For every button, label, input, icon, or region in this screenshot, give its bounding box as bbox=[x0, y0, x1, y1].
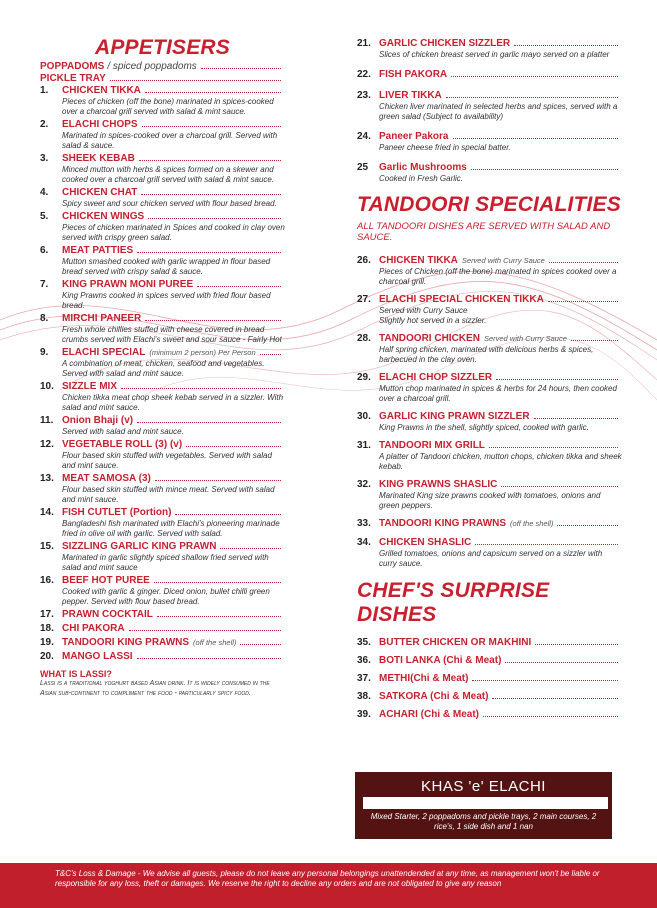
item-name: CHICKEN CHAT bbox=[62, 187, 138, 198]
item-number: 5. bbox=[40, 211, 49, 222]
menu-item-head bbox=[357, 294, 622, 306]
khas-title: KHAS 'e' ELACHI bbox=[421, 778, 546, 795]
dot-leader bbox=[534, 418, 618, 419]
dot-leader bbox=[472, 680, 618, 681]
khas-description: Mixed Starter, 2 poppadoms and pickle trays, 2 main courses, 2 rice's, 1 side dish and 1 nan bbox=[370, 812, 597, 831]
dot-leader bbox=[475, 544, 618, 545]
item-description: Slices of chicken breast served in garlic mayo served on a platter bbox=[379, 50, 610, 59]
item-description: Spicy sweet and sour chicken served with flour based bread. bbox=[62, 199, 277, 208]
item-name: FISH PAKORA bbox=[379, 69, 448, 80]
dot-leader bbox=[201, 68, 281, 69]
dot-leader bbox=[514, 45, 618, 46]
menu-item bbox=[357, 637, 622, 649]
menu-item-head bbox=[40, 187, 285, 199]
menu-item bbox=[40, 609, 285, 621]
menu-item bbox=[357, 294, 622, 326]
dot-leader bbox=[110, 80, 281, 81]
menu-item-head bbox=[40, 637, 285, 649]
item-description: King Prawns in the shell, slightly spiced, cooked with garlic. bbox=[379, 423, 589, 432]
item-number: 21. bbox=[357, 38, 371, 49]
dot-leader bbox=[142, 126, 281, 127]
item-name: BUTTER CHICKEN OR MAKHINI bbox=[379, 637, 532, 648]
item-name: FISH CUTLET (Portion) bbox=[62, 507, 172, 518]
pickle-label: PICKLE TRAY bbox=[40, 73, 106, 84]
menu-item bbox=[40, 507, 285, 539]
menu-item bbox=[357, 479, 622, 511]
item-name: TANDOORI KING PRAWNS bbox=[379, 518, 507, 529]
menu-item-head bbox=[40, 347, 285, 359]
menu-item-head bbox=[40, 439, 285, 451]
item-number: 20. bbox=[40, 651, 54, 662]
menu-item bbox=[40, 279, 285, 311]
item-name: GARLIC CHICKEN SIZZLER bbox=[379, 38, 511, 49]
menu-item-head bbox=[40, 623, 285, 635]
menu-item bbox=[357, 440, 622, 472]
dot-leader bbox=[137, 422, 281, 423]
dot-leader bbox=[186, 446, 281, 447]
poppadoms-label: POPPADOMS bbox=[40, 61, 105, 72]
menu-item-head bbox=[357, 691, 622, 703]
item-name: SHEEK KEBAB bbox=[62, 153, 135, 164]
item-number: 16. bbox=[40, 575, 54, 586]
dot-leader bbox=[145, 320, 281, 321]
item-description: Pieces of chicken marinated in Spices and cooked in clay oven served with crispy green salad. bbox=[62, 223, 285, 242]
dot-leader bbox=[451, 76, 618, 77]
menu-item-head bbox=[40, 609, 285, 621]
dot-leader bbox=[483, 716, 618, 717]
item-name: GARLIC KING PRAWN SIZZLER bbox=[379, 411, 530, 422]
item-name: VEGETABLE ROLL (3) (v) bbox=[62, 439, 183, 450]
tandoori-list bbox=[357, 255, 622, 569]
item-number: 37. bbox=[357, 673, 371, 684]
menu-item bbox=[40, 575, 285, 607]
menu-item-head bbox=[357, 69, 622, 81]
item-description: Half spring chicken, marinated with delicious herbs & spices, barbecued in the clay oven. bbox=[379, 345, 594, 364]
item-description: Fresh whole chillies stuffed with cheese covered in bread crumbs served with Elachi's sweet and sour sauce - Fairly Hot bbox=[62, 325, 282, 344]
item-name: SATKORA (Chi & Meat) bbox=[379, 691, 489, 702]
item-name: ELACHI CHOP SIZZLER bbox=[379, 372, 493, 383]
item-name: CHI PAKORA bbox=[62, 623, 125, 634]
menu-item bbox=[357, 162, 622, 184]
menu-item bbox=[40, 623, 285, 635]
menu-item-head bbox=[357, 162, 622, 174]
menu-item bbox=[40, 347, 285, 379]
menu-item-head bbox=[40, 245, 285, 257]
item-number: 10. bbox=[40, 381, 54, 392]
item-number: 7. bbox=[40, 279, 49, 290]
menu-item-head bbox=[357, 655, 622, 667]
dot-leader bbox=[571, 340, 618, 341]
lassi-title: WHAT IS LASSI? bbox=[40, 669, 112, 679]
menu-item bbox=[357, 38, 622, 60]
menu-item-head bbox=[40, 119, 285, 131]
dot-leader bbox=[155, 480, 281, 481]
item-number: 38. bbox=[357, 691, 371, 702]
item-name: CHICKEN TIKKA bbox=[62, 85, 141, 96]
menu-item-head bbox=[40, 415, 285, 427]
dot-leader bbox=[453, 138, 619, 139]
menu-item-head bbox=[357, 537, 622, 549]
dot-leader bbox=[137, 252, 281, 253]
item-description: Flour based skin stuffed with mince meat. Served with salad and mint sauce. bbox=[62, 485, 275, 504]
item-number: 1. bbox=[40, 85, 49, 96]
menu-item bbox=[357, 655, 622, 667]
dot-leader bbox=[446, 97, 618, 98]
item-number: 28. bbox=[357, 333, 371, 344]
khas-e-elachi-box bbox=[355, 772, 612, 839]
tandoori-subtitle: ALL TANDOORI DISHES ARE SERVED WITH SALAD AND SAUCE. bbox=[357, 221, 611, 243]
menu-item-head bbox=[40, 153, 285, 165]
menu-item bbox=[40, 541, 285, 573]
right-column bbox=[357, 38, 622, 727]
item-name: BOTI LANKA (Chi & Meat) bbox=[379, 655, 502, 666]
dot-leader bbox=[535, 644, 618, 645]
item-number: 15. bbox=[40, 541, 54, 552]
menu-item-head bbox=[357, 38, 622, 50]
dot-leader bbox=[220, 548, 281, 549]
dot-leader bbox=[145, 92, 281, 93]
menu-item-head bbox=[357, 411, 622, 423]
dot-leader bbox=[137, 658, 281, 659]
item-name: LIVER TIKKA bbox=[379, 90, 442, 101]
menu-item bbox=[40, 473, 285, 505]
item-description: Pieces of Chicken (off the bone) marinated in spices cooked over a charcoal grill. bbox=[379, 267, 617, 286]
item-number: 3. bbox=[40, 153, 49, 164]
khas-white-bar bbox=[363, 797, 608, 809]
item-number: 39. bbox=[357, 709, 371, 720]
menu-item bbox=[40, 245, 285, 277]
lassi-text: Lassi is a traditional yoghurt based Asian drink. It is widely consumed in the Asian sub-continent to compliment the food - particularly spicy food. bbox=[40, 680, 270, 697]
item-number: 32. bbox=[357, 479, 371, 490]
menu-item bbox=[40, 119, 285, 151]
menu-item-head bbox=[357, 479, 622, 491]
item-number: 17. bbox=[40, 609, 54, 620]
menu-item bbox=[357, 69, 622, 81]
item-description: Cooked with garlic & ginger. Diced onion, bullet chilli green pepper. Served with flour based bread. bbox=[62, 587, 270, 606]
dot-leader bbox=[557, 525, 618, 526]
dot-leader bbox=[197, 286, 281, 287]
item-name: CHICKEN TIKKA bbox=[379, 255, 458, 266]
menu-item-head bbox=[357, 372, 622, 384]
menu-item-head bbox=[40, 85, 285, 97]
item-number: 9. bbox=[40, 347, 49, 358]
item-description: Bangladeshi fish marinated with Elachi's pioneering marinade fried in olive oil with garlic. Served with salad. bbox=[62, 519, 280, 538]
item-name: ELACHI SPECIAL CHICKEN TIKKA bbox=[379, 294, 544, 305]
item-name: PRAWN COCKTAIL bbox=[62, 609, 153, 620]
item-name: TANDOORI KING PRAWNS bbox=[62, 637, 190, 648]
item-description: Minced mutton with herbs & spices formed on a skewer and cooked over a charcoal grill served with salad & mint sauce. bbox=[62, 165, 275, 184]
dot-leader bbox=[489, 447, 618, 448]
footer-band bbox=[0, 863, 657, 908]
dot-leader bbox=[260, 354, 281, 355]
item-description: Marinated in spices-cooked over a charcoal grill. Served with salad & sauce. bbox=[62, 131, 278, 150]
dot-leader bbox=[141, 194, 281, 195]
menu-item bbox=[357, 673, 622, 685]
item-description: Chicken tikka meat chop sheek kebab served in a sizzler. With salad and mint sauce. bbox=[62, 393, 284, 412]
menu-item bbox=[357, 333, 622, 365]
item-name: ACHARI (Chi & Meat) bbox=[379, 709, 479, 720]
item-description: Grilled tomatoes, onions and capsicum served on a sizzler with curry sauce. bbox=[379, 549, 603, 568]
menu-item bbox=[357, 691, 622, 703]
menu-item bbox=[357, 255, 622, 287]
appetisers-title: APPETISERS bbox=[94, 36, 231, 59]
item-number: 14. bbox=[40, 507, 54, 518]
menu-item-head bbox=[357, 255, 622, 267]
item-number: 29. bbox=[357, 372, 371, 383]
item-number: 22. bbox=[357, 69, 371, 80]
item-name: Garlic Mushrooms bbox=[379, 162, 467, 173]
item-name: ELACHI SPECIAL bbox=[62, 347, 146, 358]
item-number: 35. bbox=[357, 637, 371, 648]
item-name: CHICKEN SHASLIC bbox=[379, 537, 472, 548]
dot-leader bbox=[139, 160, 281, 161]
item-name: SIZZLING GARLIC KING PRAWN bbox=[62, 541, 217, 552]
dot-leader bbox=[548, 301, 618, 302]
menu-item-head bbox=[357, 333, 622, 345]
item-description: Served with salad and mint sauce. bbox=[62, 427, 184, 436]
menu-item bbox=[357, 709, 622, 721]
menu-item bbox=[40, 313, 285, 345]
menu-item bbox=[357, 131, 622, 153]
item-name: MEAT SAMOSA (3) bbox=[62, 473, 151, 484]
menu-item bbox=[40, 381, 285, 413]
item-name: MANGO LASSI bbox=[62, 651, 133, 662]
item-number: 25 bbox=[357, 162, 369, 173]
menu-item bbox=[40, 187, 285, 209]
menu-item bbox=[40, 153, 285, 185]
menu-item-head bbox=[40, 575, 285, 587]
poppadoms-line bbox=[40, 61, 285, 73]
item-note: Served with Curry Sauce bbox=[461, 256, 545, 265]
menu-item-head bbox=[357, 637, 622, 649]
menu-item bbox=[40, 85, 285, 117]
item-name: ELACHI CHOPS bbox=[62, 119, 138, 130]
item-number: 33. bbox=[357, 518, 371, 529]
item-number: 6. bbox=[40, 245, 49, 256]
item-number: 2. bbox=[40, 119, 49, 130]
appetisers-column bbox=[40, 32, 285, 698]
item-number: 30. bbox=[357, 411, 371, 422]
menu-item-head bbox=[357, 709, 622, 721]
menu-item-head bbox=[40, 381, 285, 393]
menu-item-head bbox=[40, 313, 285, 325]
dot-leader bbox=[148, 218, 281, 219]
item-description: A platter of Tandoori chicken, mutton chops, chicken tikka and sheek kebab. bbox=[379, 452, 622, 471]
menu-item bbox=[357, 372, 622, 404]
item-number: 31. bbox=[357, 440, 371, 451]
appetiser-list bbox=[40, 85, 285, 663]
chef-list bbox=[357, 637, 622, 721]
item-description: Pieces of chicken (off the bone) marinated in spices-cooked over a charcoal grill served with salad & mint sauce. bbox=[62, 97, 274, 116]
item-description: A combination of meat, chicken, seafood and vegetables. Served with salad and mint sauce. bbox=[62, 359, 265, 378]
item-name: KING PRAWNS SHASLIC bbox=[379, 479, 498, 490]
item-description: Marinated in garlic slightly spiced shallow fried served with salad and mint sauce bbox=[62, 553, 269, 572]
menu-item-head bbox=[357, 90, 622, 102]
menu-item bbox=[40, 637, 285, 649]
item-number: 8. bbox=[40, 313, 49, 324]
item-number: 27. bbox=[357, 294, 371, 305]
item-number: 26. bbox=[357, 255, 371, 266]
item-number: 36. bbox=[357, 655, 371, 666]
item-note: (off the shell) bbox=[510, 519, 554, 528]
footer-terms: T&C's Loss & Damage - We advise all guests, please do not leave any personal belongings unattendended at any time, as management won't be liable or responsible for any loss, theft or damages. We reserve the right to decline any orders and are not obligated to give any reason bbox=[55, 869, 600, 888]
item-note: (minimum 2 person) Per Person bbox=[149, 348, 256, 357]
item-note: (off the shell) bbox=[193, 638, 237, 647]
menu-item-head bbox=[40, 541, 285, 553]
item-number: 18. bbox=[40, 623, 54, 634]
item-name: Paneer Pakora bbox=[379, 131, 449, 142]
item-description: Cooked in Fresh Garlic. bbox=[379, 174, 464, 183]
item-note: Served with Curry Sauce bbox=[483, 334, 567, 343]
menu-item bbox=[40, 415, 285, 437]
item-name: METHI(Chi & Meat) bbox=[379, 673, 469, 684]
pickle-line bbox=[40, 73, 285, 85]
item-description: King Prawns cooked in spices served with fried flour based bread. bbox=[62, 291, 271, 310]
menu-item-head bbox=[40, 507, 285, 519]
item-name: Onion Bhaji (v) bbox=[62, 415, 134, 426]
item-number: 11. bbox=[40, 415, 54, 426]
dot-leader bbox=[501, 486, 618, 487]
item-description: Flour based skin stuffed with vegetables. Served with salad and mint sauce. bbox=[62, 451, 272, 470]
poppadoms-suffix: / spiced poppadoms bbox=[107, 61, 197, 72]
menu-item bbox=[40, 439, 285, 471]
menu-item-head bbox=[357, 673, 622, 685]
menu-item bbox=[40, 211, 285, 243]
item-description: Paneer cheese fried in special batter. bbox=[379, 143, 511, 152]
item-name: BEEF HOT PUREE bbox=[62, 575, 150, 586]
dot-leader bbox=[492, 698, 618, 699]
dot-leader bbox=[549, 262, 618, 263]
item-name: CHICKEN WINGS bbox=[62, 211, 145, 222]
menu-item-head bbox=[40, 473, 285, 485]
tandoori-title: TANDOORI SPECIALITIES bbox=[357, 193, 621, 216]
item-number: 34. bbox=[357, 537, 371, 548]
item-number: 19. bbox=[40, 637, 54, 648]
dot-leader bbox=[129, 630, 281, 631]
item-number: 24. bbox=[357, 131, 371, 142]
menu-item bbox=[357, 537, 622, 569]
item-name: MIRCHI PANEER bbox=[62, 313, 142, 324]
menu-item bbox=[357, 90, 622, 122]
dot-leader bbox=[240, 644, 281, 645]
menu-item bbox=[357, 518, 622, 530]
item-description: Mutton smashed cooked with garlic wrapped in flour based bread served with crispy salad & sauce. bbox=[62, 257, 271, 276]
item-number: 4. bbox=[40, 187, 49, 198]
menu-item-head bbox=[40, 211, 285, 223]
menu-item bbox=[40, 651, 285, 663]
item-number: 13. bbox=[40, 473, 54, 484]
item-description: Served with Curry Sauce Slightly hot served in a sizzler. bbox=[379, 306, 487, 325]
dot-leader bbox=[154, 582, 281, 583]
item-description: Chicken liver marinated in selected herbs and spices, served with a green salad (Subject to availability) bbox=[379, 102, 618, 121]
item-name: MEAT PATTIES bbox=[62, 245, 134, 256]
item-number: 23. bbox=[357, 90, 371, 101]
item-name: KING PRAWN MONI PUREE bbox=[62, 279, 194, 290]
menu-item-head bbox=[40, 279, 285, 291]
menu-item bbox=[357, 411, 622, 433]
item-name: SIZZLE MIX bbox=[62, 381, 117, 392]
dot-leader bbox=[175, 514, 281, 515]
item-description: Mutton chop marinated in spices & herbs for 24 hours, then cooked over a charcoal grill. bbox=[379, 384, 617, 403]
more-starters-list bbox=[357, 38, 622, 184]
dot-leader bbox=[157, 616, 281, 617]
item-name: TANDOORI CHICKEN bbox=[379, 333, 480, 344]
dot-leader bbox=[121, 388, 281, 389]
item-name: TANDOORI MIX GRILL bbox=[379, 440, 485, 451]
menu-item-head bbox=[357, 440, 622, 452]
menu-item-head bbox=[357, 131, 622, 143]
dot-leader bbox=[505, 662, 618, 663]
item-number: 12. bbox=[40, 439, 54, 450]
dot-leader bbox=[496, 379, 618, 380]
menu-item-head bbox=[40, 651, 285, 663]
dot-leader bbox=[471, 169, 618, 170]
item-description: Marinated King size prawns cooked with tomatoes, onions and green peppers. bbox=[379, 491, 601, 510]
menu-item-head bbox=[357, 518, 622, 530]
chef-title: CHEF'S SURPRISE DISHES bbox=[357, 579, 550, 626]
